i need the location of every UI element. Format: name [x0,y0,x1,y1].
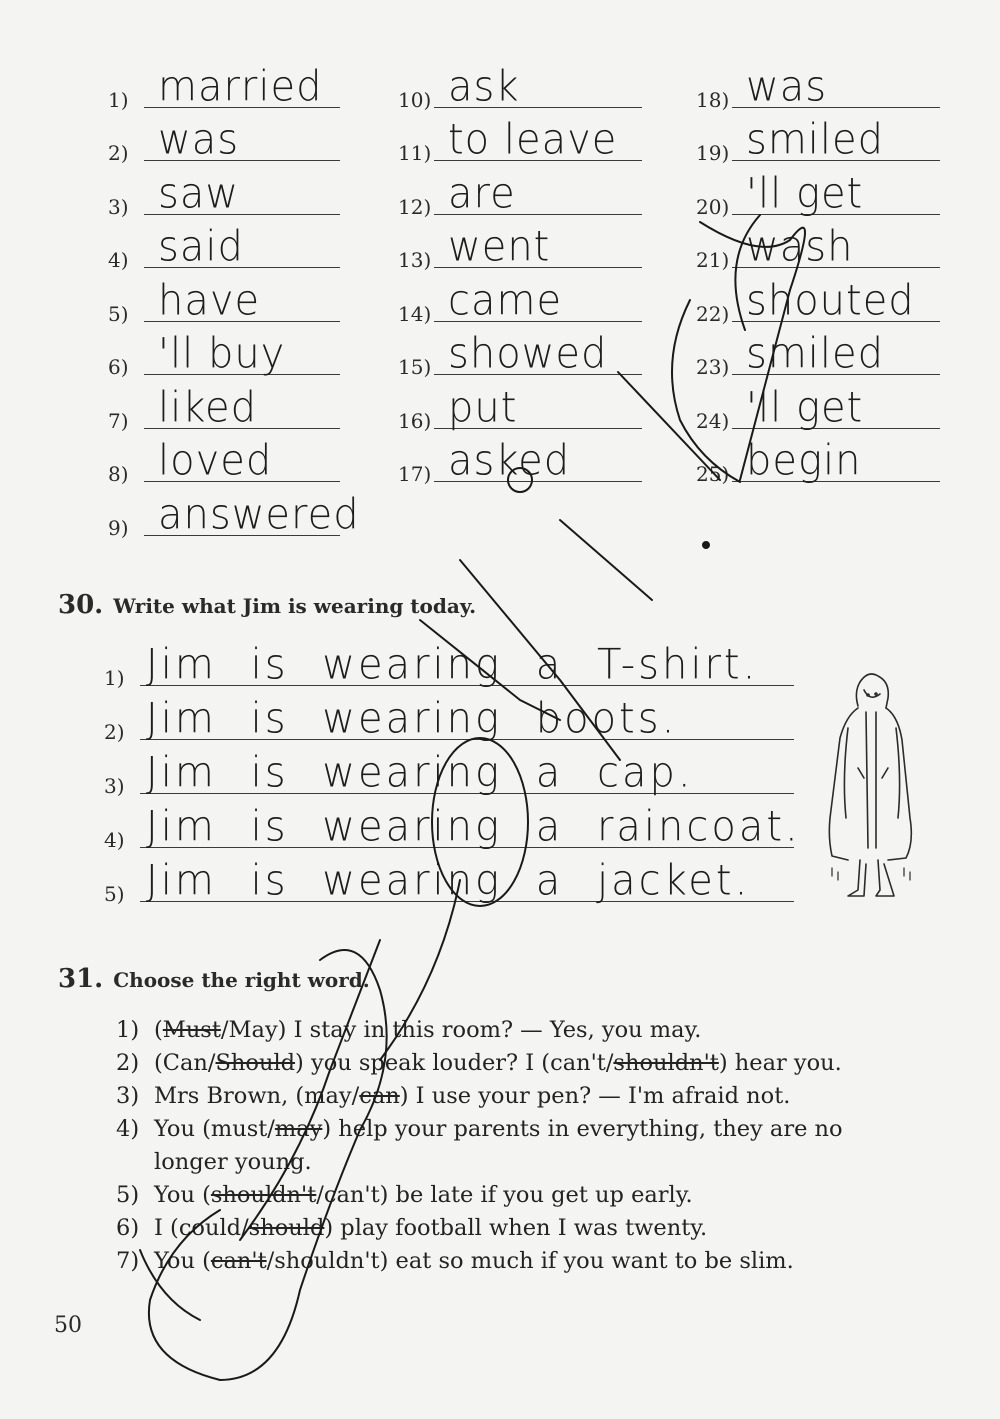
exercise-item [116,1179,946,1212]
handwritten-answer: was [158,115,240,165]
handwritten-answer: 'll get [746,383,864,432]
handwritten-answer: said [158,222,244,272]
item-text [154,1014,946,1047]
item-number: 4) [108,248,129,272]
item-number: 9) [108,515,129,540]
option-word[interactable]: Must [162,1017,221,1043]
blank-row [108,169,340,223]
handwritten-answer: Jim is wearing a jacket. [146,856,751,906]
item-number: 15) [398,355,432,379]
handwritten-answer: Jim is wearing a T-shirt. [146,640,759,690]
ex29-column-2 [398,62,642,490]
ex29-column-1 [108,62,360,544]
option-word[interactable]: May [228,1017,278,1043]
answer-blank[interactable] [434,223,642,277]
item-number: 2) [104,720,125,744]
option-word[interactable]: shouldn't [613,1050,719,1076]
handwritten-answer: showed [448,329,608,379]
exercise-item [116,1113,946,1179]
option-word[interactable]: Should [215,1050,296,1076]
handwritten-answer: loved [158,436,273,486]
answer-blank[interactable] [140,694,794,748]
ex31-number: 31. [58,964,104,994]
answer-blank[interactable] [144,223,340,277]
blank-row [108,116,340,170]
item-number: 21) [696,248,730,272]
blank-row [398,330,642,384]
item-number: 12) [398,194,432,219]
ex31-heading [58,964,370,994]
item-text [154,1047,946,1080]
answer-blank[interactable] [732,169,940,223]
blank-row [398,223,642,277]
exercise-item [116,1245,946,1278]
text-after: ) I use your pen? — I'm afraid not. [399,1083,791,1109]
item-number: 2) [116,1050,140,1076]
blank-row [104,748,794,802]
answer-blank[interactable] [434,383,642,437]
exercise-item [116,1080,946,1113]
blank-row [108,437,340,491]
separator: / [207,1050,216,1076]
ex30-instruction: Write what Jim is wearing today. [113,594,477,618]
option-word[interactable]: could [178,1215,242,1241]
answer-blank[interactable] [732,223,940,277]
answer-blank[interactable] [732,116,940,170]
text-after: ) help your parents in everything, they are no [322,1116,843,1142]
text-before: You ( [154,1116,211,1142]
handwritten-answer: came [448,276,563,325]
handwritten-answer: put [448,383,518,432]
handwritten-answer: liked [158,383,257,432]
answer-blank[interactable] [144,62,340,116]
blank-row [696,437,940,491]
item-number: 25) [696,462,730,486]
answer-blank[interactable] [434,330,642,384]
item-number: 6) [108,355,129,379]
option-word[interactable]: shouldn't [210,1182,317,1208]
answer-blank[interactable] [144,437,340,491]
text-before: You ( [154,1182,211,1208]
answer-blank[interactable] [434,62,642,116]
handwritten-answer: to leave [448,115,618,165]
blank-row [398,383,642,437]
handwritten-answer: have [158,276,261,325]
item-number: 3) [104,774,125,798]
answer-blank[interactable] [144,169,340,223]
item-number: 14) [398,301,432,326]
text-after: ) I stay in this room? — Yes, you may. [277,1017,702,1043]
blank-row [104,640,794,694]
exercise-item [116,1047,946,1080]
answer-blank[interactable] [732,383,940,437]
blank-row [696,169,940,223]
option-word[interactable]: must [210,1116,268,1142]
answer-blank[interactable] [434,169,642,223]
answer-blank[interactable] [732,276,940,330]
page-number: 50 [54,1313,82,1338]
blank-row [108,490,360,544]
item-number: 4) [104,828,125,852]
item-number: 7) [116,1248,140,1274]
blank-row [398,62,642,116]
option-word[interactable]: can [359,1083,400,1109]
text-before: I ( [154,1215,179,1241]
handwritten-answer: answered [158,490,360,539]
ex31-instruction: Choose the right word. [113,968,370,992]
option-word[interactable]: can't [550,1050,606,1076]
option-word[interactable]: can't [210,1248,267,1274]
item-number: 19) [696,141,730,165]
item-text [154,1212,946,1245]
text-before: ( [154,1050,163,1076]
separator: / [351,1083,360,1109]
item-number: 18) [696,87,730,112]
exercise-item [116,1014,946,1047]
blank-row [696,383,940,437]
item-number: 6) [116,1215,140,1241]
item-number: 22) [696,301,730,326]
jim-raincoat-figure-icon [818,668,918,908]
separator: / [267,1116,275,1142]
answer-blank[interactable] [434,276,642,330]
answer-blank[interactable] [732,437,940,491]
handwritten-answer: 'll get [746,169,864,218]
blank-row [104,802,801,856]
blank-row [108,276,340,330]
blank-row [108,62,340,116]
item-number: 16) [398,408,432,433]
ex29-column-3 [696,62,940,490]
blank-row [696,223,940,277]
item-number: 1) [104,666,125,690]
separator: / [241,1215,249,1241]
item-number: 11) [398,141,432,165]
item-text [154,1080,946,1113]
text-before: ( [154,1017,163,1043]
handwritten-answer: Jim is wearing a raincoat. [146,802,801,852]
item-number: 3) [108,194,129,219]
answer-blank[interactable] [144,383,340,437]
text-after: ) eat so much if you want to be slim. [379,1248,794,1274]
option-word[interactable]: can't [323,1182,380,1208]
item-number: 8) [108,462,129,486]
blank-row [108,383,340,437]
handwritten-answer: saw [158,169,240,218]
blank-row [104,694,794,748]
item-text [154,1179,946,1212]
ex31-items [116,1014,946,1278]
answer-blank[interactable] [434,116,642,170]
blank-row [104,856,794,910]
text-after: ) hear you. [718,1050,842,1076]
blank-row [398,169,642,223]
handwritten-answer: are [448,169,516,218]
answer-blank[interactable] [144,116,340,170]
handwritten-answer: asked [448,436,571,486]
item-number: 5) [104,882,125,906]
exercise-item [116,1212,946,1245]
item-number: 5) [108,301,129,326]
text-middle: ) you speak louder? I ( [295,1050,551,1076]
item-number: 10) [398,87,432,112]
answer-blank[interactable] [434,437,642,491]
answer-blank[interactable] [140,748,794,802]
answer-blank[interactable] [732,62,940,116]
item-text [154,1245,946,1278]
item-number: 13) [398,248,432,272]
handwritten-answer: went [448,222,551,272]
handwritten-answer: was [746,62,828,111]
option-word[interactable]: may [304,1083,352,1109]
ex30-number: 30. [58,590,104,620]
answer-blank[interactable] [140,856,794,910]
ex30-answers [104,640,801,910]
item-number: 20) [696,194,730,219]
item-number: 2) [108,141,129,165]
separator: / [316,1182,324,1208]
handwritten-answer: married [158,62,323,111]
item-number: 3) [116,1083,140,1109]
handwritten-answer: smiled [746,329,885,379]
text-continuation: longer young. [154,1149,312,1175]
option-word[interactable]: shouldn't [274,1248,380,1274]
item-number: 5) [116,1182,140,1208]
item-number: 1) [116,1017,140,1043]
text-before: Mrs Brown, ( [154,1083,305,1109]
option-word[interactable]: may [274,1116,323,1142]
answer-blank[interactable] [140,802,801,856]
item-number: 1) [108,87,129,112]
item-number: 23) [696,355,730,379]
blank-row [696,330,940,384]
option-word[interactable]: should [248,1215,325,1241]
jim-raincoat-illustration [818,668,918,912]
handwritten-answer: Jim is wearing boots. [146,694,678,744]
item-text [154,1113,946,1179]
text-after: ) be late if you get up early. [379,1182,693,1208]
item-number: 24) [696,408,730,433]
answer-blank[interactable] [144,276,340,330]
handwritten-answer: ask [448,62,520,111]
blank-row [398,437,642,491]
handwritten-answer: begin [746,436,862,486]
blank-row [108,330,340,384]
separator: / [220,1017,229,1043]
text-after: ) play football when I was twenty. [324,1215,708,1241]
blank-row [108,223,340,277]
blank-row [696,276,940,330]
answer-blank[interactable] [140,640,794,694]
blank-row [398,276,642,330]
item-number: 7) [108,408,129,433]
blank-row [696,116,940,170]
separator: / [605,1050,614,1076]
handwritten-answer: shouted [746,276,915,325]
item-number: 4) [116,1116,140,1142]
item-number: 17) [398,462,432,486]
answer-blank[interactable] [144,330,340,384]
answer-blank[interactable] [732,330,940,384]
handwritten-answer: wash [746,222,854,272]
answer-blank[interactable] [144,490,360,544]
blank-row [398,116,642,170]
separator: / [266,1248,275,1274]
handwritten-answer: Jim is wearing a cap. [146,748,694,798]
text-before: You ( [154,1248,211,1274]
handwritten-answer: smiled [746,115,885,165]
option-word[interactable]: Can [162,1050,208,1076]
ex30-heading [58,590,476,620]
blank-row [696,62,940,116]
handwritten-answer: 'll buy [158,329,286,379]
